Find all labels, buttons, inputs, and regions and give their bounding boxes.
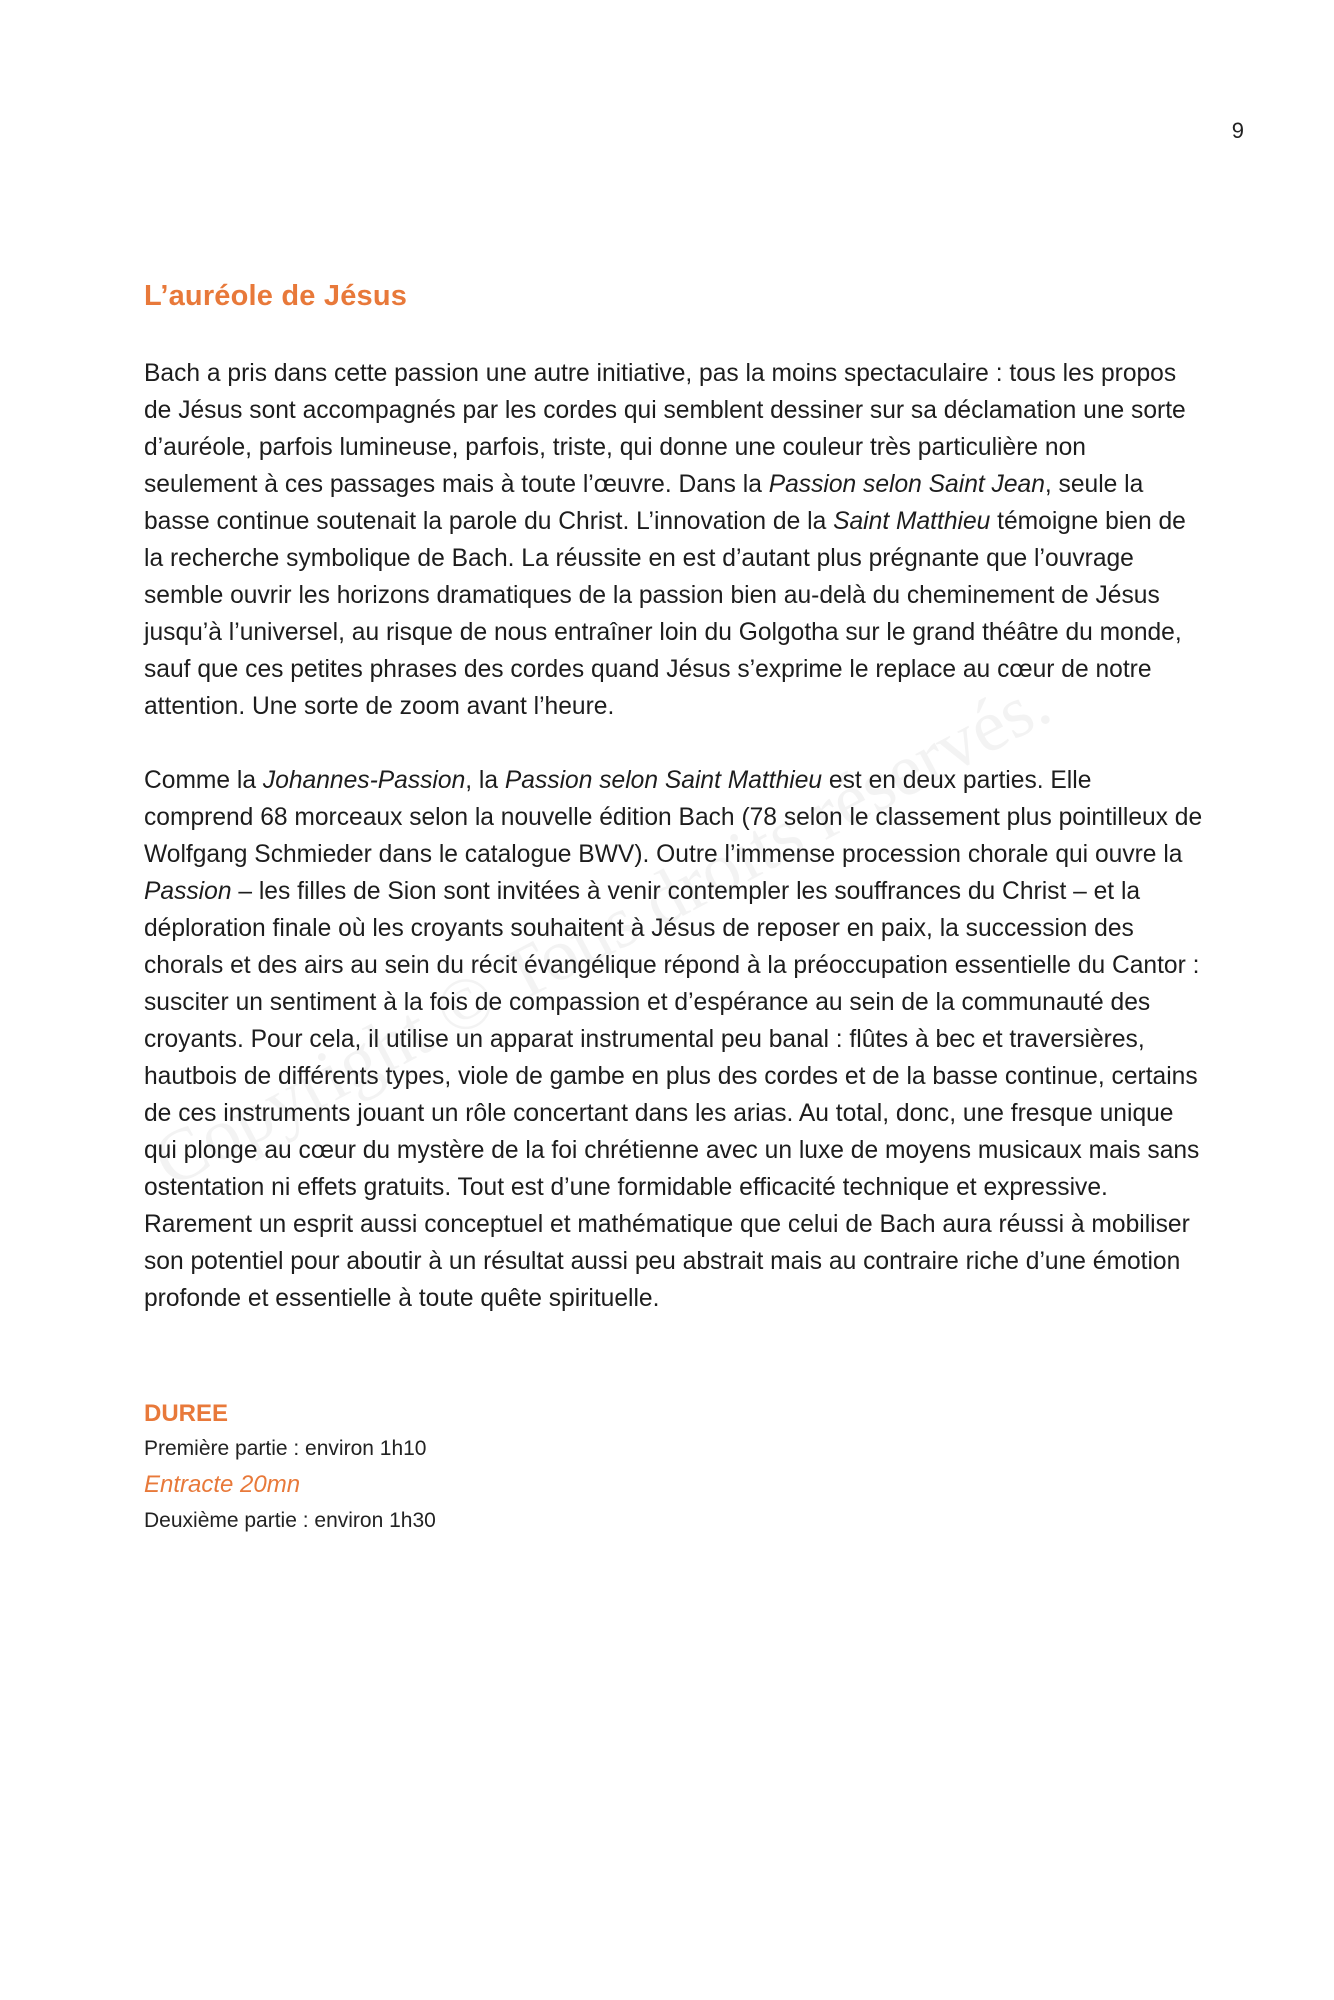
duration-intermission: Entracte 20mn — [144, 1471, 301, 1498]
text-run: est en deux parties. Elle comprend 68 morceaux selon la nouvelle édition Bach (78 selon le classement plus pointilleux de Wolfgang Schmieder dans le catalogue BWV). Outre l’immense procession chorale qui ouvre la — [144, 767, 1203, 868]
page-number: 9 — [1231, 118, 1244, 143]
text-run: , la — [465, 767, 505, 794]
paragraph-1 — [144, 355, 1204, 725]
duration-block — [144, 1397, 1204, 1539]
duration-part-two: Deuxième partie : environ 1h30 — [144, 1509, 436, 1532]
italic-title: Johannes-Passion — [262, 767, 466, 794]
document-body — [144, 280, 1204, 1539]
text-run: – les filles de Sion sont invitées à venir contempler les souffrances du Christ – et la déploration finale où les croyants souhaitent à Jésus de reposer en paix, la succession des chorals et des airs au sein du récit évangélique répond à la préoccupation essentielle du Cantor : susciter un sentiment à la fois de compassion et d’espérance au sein de la communauté des croyants. Pour cela, il utilise un apparat instrumental peu banal : flûtes à bec et traversières, hautbois de différents types, viole de gambe en plus des cordes et de la basse continue, certains de ces instruments jouant un rôle concertant dans les arias. Au total, donc, une fresque unique qui plonge au cœur du mystère de la foi chrétienne avec un luxe de moyens musicaux mais sans ostentation ni effets gratuits. Tout est d’une formidable efficacité technique et expressive. Rarement un esprit aussi conceptuel et mathématique que celui de Bach aura réussi à mobiliser son potentiel pour aboutir à un résultat aussi peu abstrait mais au contraire riche d’une émotion profonde et essentielle à toute quête spirituelle. — [144, 878, 1200, 1312]
italic-title: Passion selon Saint Matthieu — [504, 767, 823, 794]
text-run: témoigne bien de la recherche symbolique de Bach. La réussite en est d’autant plus prégnante que l’ouvrage semble ouvrir les horizons dramatiques de la passion bien au-delà du cheminement de Jésus jusqu’à l’universel, au risque de nous entraîner loin du Golgotha sur le grand théâtre du monde, sauf que ces petites phrases des cordes quand Jésus s’exprime le replace au cœur de notre attention. Une sorte de zoom avant l’heure. — [144, 508, 1186, 720]
text-run: , seule la basse continue soutenait la parole du Christ. L’innovation de la — [144, 471, 1144, 535]
italic-title: Passion — [144, 878, 232, 905]
italic-title: Passion selon Saint Jean — [768, 471, 1045, 498]
duration-title: DUREE — [144, 1400, 229, 1427]
italic-title: Saint Matthieu — [833, 508, 991, 535]
text-run: Bach a pris dans cette passion une autre initiative, pas la moins spectaculaire : tous les propos de Jésus sont accompagnés par les cordes qui semblent dessiner sur sa déclamation une sorte d’auréole, parfois lumineuse, parfois, triste, qui donne une couleur très particulière non seulement à ces passages mais à toute l’œuvre. Dans la — [144, 360, 1186, 498]
section-heading: L’auréole de Jésus — [144, 280, 408, 312]
duration-part-one: Première partie : environ 1h10 — [144, 1437, 427, 1460]
paragraph-2 — [144, 762, 1204, 1317]
text-run: Comme la — [144, 767, 263, 794]
